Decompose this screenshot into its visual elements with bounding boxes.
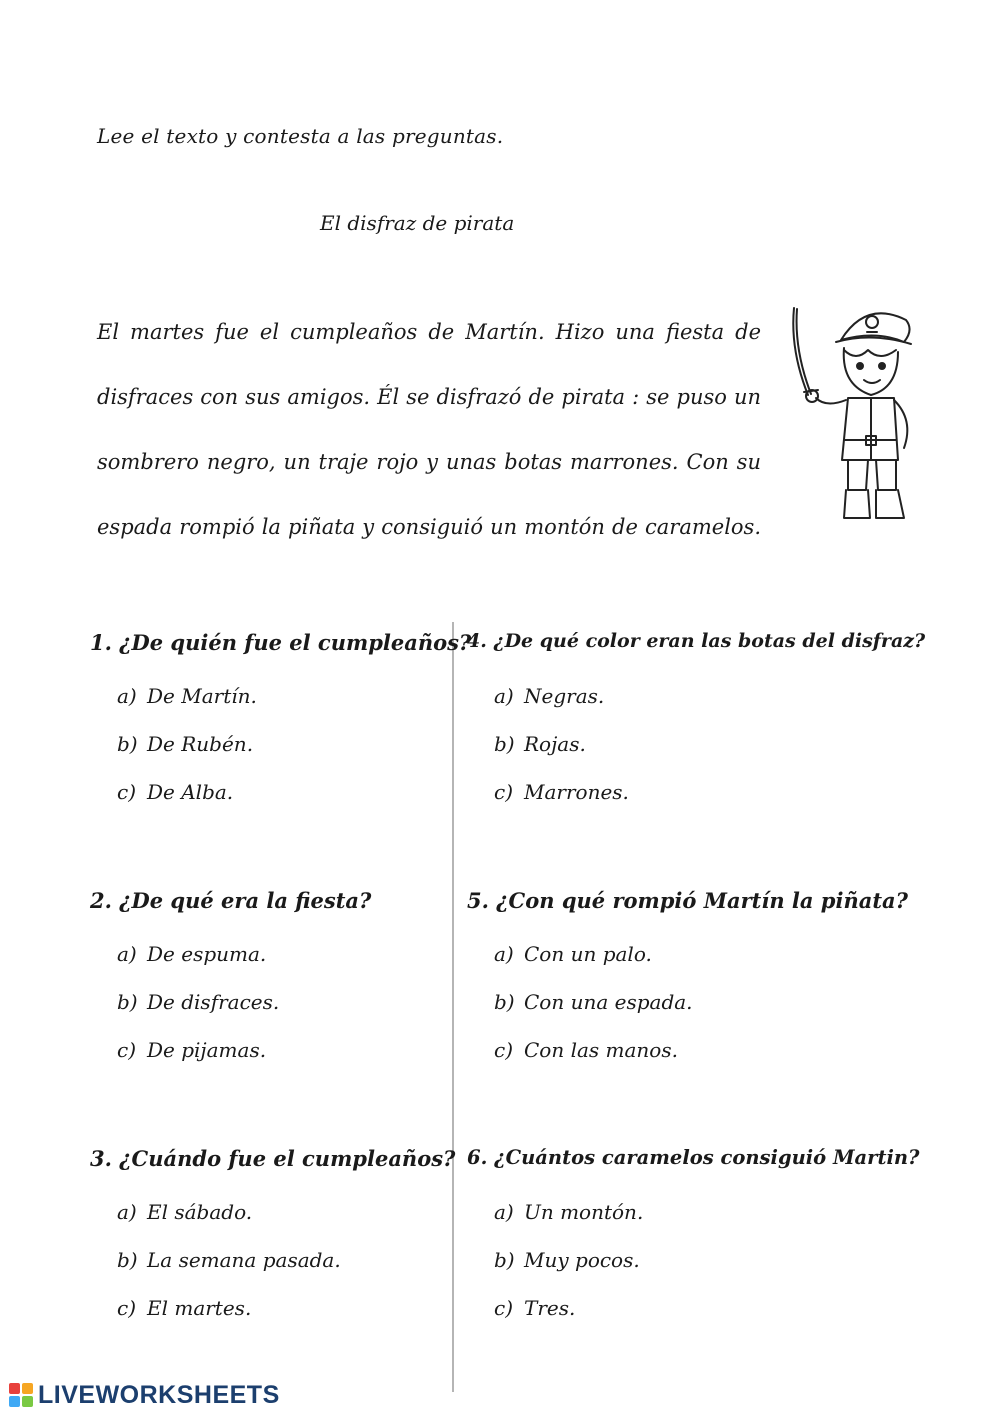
option-letter: c) [494, 1038, 514, 1062]
option-text: De pijamas. [147, 1038, 267, 1062]
option-letter: b) [117, 732, 138, 756]
option-text: De disfraces. [147, 990, 280, 1014]
option-text: Con un palo. [524, 942, 652, 966]
question-text: 6. ¿Cuántos caramelos consiguió Martin? [467, 1146, 920, 1169]
answer-option[interactable] [90, 1188, 530, 1236]
option-text: La semana pasada. [147, 1248, 341, 1272]
option-text: El martes. [147, 1296, 252, 1320]
option-text: Marrones. [524, 780, 629, 804]
answer-options [90, 1188, 530, 1332]
option-letter: b) [117, 990, 138, 1014]
option-letter: a) [494, 684, 514, 708]
logo-text: LIVEWORKSHEETS [38, 1380, 280, 1409]
option-text: Con las manos. [524, 1038, 678, 1062]
instruction-text: Lee el texto y contesta a las preguntas. [97, 124, 504, 148]
option-letter: b) [494, 732, 515, 756]
answer-option[interactable] [467, 978, 987, 1026]
option-letter: a) [117, 942, 137, 966]
question-text: 3. ¿Cuándo fue el cumpleaños? [90, 1146, 456, 1171]
answer-option[interactable] [90, 930, 530, 978]
option-text: De Alba. [147, 780, 234, 804]
option-text: De Rubén. [147, 732, 254, 756]
answer-option[interactable] [467, 1236, 987, 1284]
question-6 [467, 1146, 987, 1332]
answer-options [467, 930, 987, 1074]
option-text: Con una espada. [524, 990, 693, 1014]
answer-option[interactable] [90, 768, 530, 816]
answer-option[interactable] [467, 930, 987, 978]
answer-option[interactable] [467, 720, 987, 768]
question-2 [90, 888, 530, 1074]
answer-options [90, 672, 530, 816]
answer-option[interactable] [467, 768, 987, 816]
option-text: El sábado. [147, 1200, 253, 1224]
option-letter: c) [494, 1296, 514, 1320]
question-text: 4. ¿De qué color eran las botas del disfraz? [467, 630, 926, 652]
answer-option[interactable] [467, 1284, 987, 1332]
option-letter: b) [117, 1248, 138, 1272]
answer-options [467, 672, 987, 816]
question-1 [90, 630, 530, 816]
option-text: De Martín. [147, 684, 257, 708]
answer-option[interactable] [90, 1026, 530, 1074]
question-4 [467, 630, 987, 816]
answer-option[interactable] [90, 1284, 530, 1332]
story-line: sombrero negro, un traje rojo y unas botas marrones. Con su [97, 450, 761, 474]
option-letter: b) [494, 990, 515, 1014]
answer-option[interactable] [467, 1026, 987, 1074]
answer-option[interactable] [467, 1188, 987, 1236]
option-text: Negras. [524, 684, 605, 708]
story-title: El disfraz de pirata [320, 211, 515, 235]
answer-option[interactable] [90, 672, 530, 720]
option-letter: c) [117, 1296, 137, 1320]
story-line: disfraces con sus amigos. Él se disfrazó de pirata : se puso un [97, 385, 761, 409]
answer-option[interactable] [467, 672, 987, 720]
option-letter: a) [494, 1200, 514, 1224]
option-letter: a) [117, 684, 137, 708]
option-letter: c) [494, 780, 514, 804]
answer-option[interactable] [90, 720, 530, 768]
answer-options [467, 1188, 987, 1332]
option-letter: a) [117, 1200, 137, 1224]
option-letter: c) [117, 780, 137, 804]
story-paragraph [97, 300, 761, 560]
question-5 [467, 888, 987, 1074]
question-text: 5. ¿Con qué rompió Martín la piñata? [467, 888, 908, 913]
answer-option[interactable] [90, 978, 530, 1026]
option-letter: c) [117, 1038, 137, 1062]
option-text: Un montón. [524, 1200, 644, 1224]
question-text: 1. ¿De quién fue el cumpleaños? [90, 630, 472, 655]
pirate-boy-icon [786, 300, 936, 530]
question-text: 2. ¿De qué era la fiesta? [90, 888, 372, 913]
logo-grid-icon [8, 1382, 34, 1408]
answer-option[interactable] [90, 1236, 530, 1284]
option-letter: b) [494, 1248, 515, 1272]
question-3 [90, 1146, 530, 1332]
option-text: Muy pocos. [524, 1248, 640, 1272]
answer-options [90, 930, 530, 1074]
option-text: Tres. [524, 1296, 576, 1320]
option-letter: a) [494, 942, 514, 966]
story-line: espada rompió la piñata y consiguió un montón de caramelos. [97, 515, 761, 539]
option-text: Rojas. [524, 732, 586, 756]
option-text: De espuma. [147, 942, 267, 966]
story-line: El martes fue el cumpleaños de Martín. Hizo una fiesta de [97, 320, 761, 344]
liveworksheets-logo[interactable] [8, 1380, 280, 1410]
